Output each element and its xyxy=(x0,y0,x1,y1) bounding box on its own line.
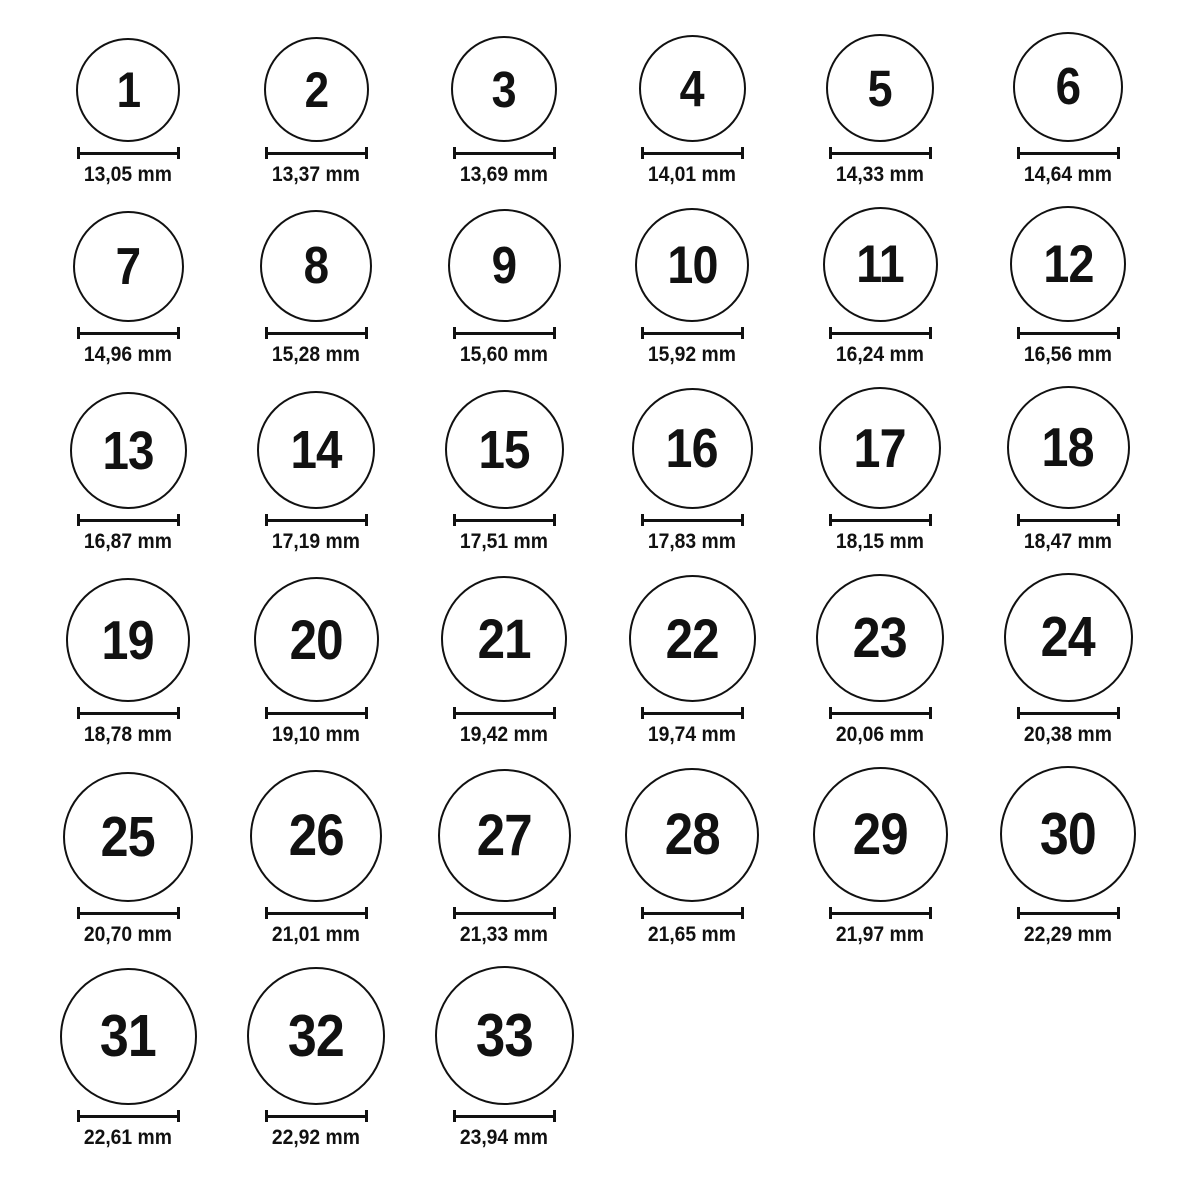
diameter-label: 14,01 mm xyxy=(647,163,737,186)
diameter-label: 14,33 mm xyxy=(835,163,925,186)
measure-tick-right xyxy=(741,907,744,919)
measure-bar xyxy=(265,1115,368,1118)
ring-size-cell xyxy=(410,390,598,555)
ring-size-cell xyxy=(410,966,598,1151)
diameter-label: 16,56 mm xyxy=(1023,343,1113,366)
ring-circle xyxy=(438,769,571,902)
measure-tick-right xyxy=(929,907,932,919)
diameter-measure-line xyxy=(453,147,556,159)
ring-circle xyxy=(435,966,574,1105)
diameter-label: 21,65 mm xyxy=(647,923,737,946)
measure-bar xyxy=(829,712,932,715)
diameter-measure-line xyxy=(641,327,744,339)
measure-tick-right xyxy=(553,514,556,526)
ring-size-number: 16 xyxy=(665,417,719,479)
measure-tick-right xyxy=(1117,707,1120,719)
diameter-measure-line xyxy=(453,707,556,719)
measure-bar xyxy=(453,519,556,522)
measure-tick-right xyxy=(365,147,368,159)
measure-bar xyxy=(1017,712,1120,715)
diameter-measure-line xyxy=(77,907,180,919)
ring-size-number: 20 xyxy=(289,607,343,671)
ring-size-cell xyxy=(974,573,1162,748)
ring-circle xyxy=(448,209,561,322)
diameter-label: 20,70 mm xyxy=(83,923,173,946)
ring-circle xyxy=(1013,32,1123,142)
diameter-measure-line xyxy=(265,707,368,719)
ring-circle xyxy=(1004,573,1133,702)
diameter-measure-line xyxy=(829,907,932,919)
ring-circle xyxy=(629,575,756,702)
diameter-label: 22,92 mm xyxy=(271,1126,361,1149)
ring-circle xyxy=(826,34,934,142)
diameter-measure-line xyxy=(77,1110,180,1122)
measure-tick-right xyxy=(177,327,180,339)
diameter-label: 21,01 mm xyxy=(271,923,361,946)
diameter-measure-line xyxy=(265,907,368,919)
diameter-label: 17,19 mm xyxy=(271,530,361,553)
ring-size-row xyxy=(34,386,1200,555)
diameter-label: 18,78 mm xyxy=(83,723,173,746)
measure-tick-right xyxy=(553,327,556,339)
ring-size-number: 22 xyxy=(665,606,719,670)
diameter-label: 22,29 mm xyxy=(1023,923,1113,946)
diameter-measure-line xyxy=(1017,147,1120,159)
ring-circle xyxy=(257,391,375,509)
diameter-label: 14,64 mm xyxy=(1023,163,1113,186)
ring-circle xyxy=(632,388,753,509)
diameter-label: 15,92 mm xyxy=(647,343,737,366)
ring-circle xyxy=(260,210,372,322)
diameter-label: 20,06 mm xyxy=(835,723,925,746)
measure-tick-right xyxy=(177,907,180,919)
ring-size-cell xyxy=(222,577,410,748)
diameter-measure-line xyxy=(1017,327,1120,339)
measure-tick-right xyxy=(741,707,744,719)
measure-tick-right xyxy=(1117,147,1120,159)
ring-size-cell xyxy=(974,206,1162,368)
ring-size-number: 12 xyxy=(1042,234,1094,294)
ring-size-number: 30 xyxy=(1039,800,1096,867)
ring-size-cell xyxy=(34,211,222,368)
measure-tick-right xyxy=(177,147,180,159)
measure-tick-right xyxy=(1117,514,1120,526)
ring-size-cell xyxy=(786,767,974,948)
measure-bar xyxy=(77,712,180,715)
ring-size-number: 27 xyxy=(476,802,532,868)
measure-bar xyxy=(641,712,744,715)
measure-bar xyxy=(453,712,556,715)
ring-size-number: 33 xyxy=(475,1001,533,1069)
ring-size-number: 4 xyxy=(679,60,705,117)
ring-circle xyxy=(1007,386,1130,509)
measure-bar xyxy=(641,519,744,522)
measure-tick-right xyxy=(1117,327,1120,339)
measure-bar xyxy=(77,912,180,915)
diameter-measure-line xyxy=(265,147,368,159)
diameter-measure-line xyxy=(265,327,368,339)
ring-size-number: 23 xyxy=(852,605,908,670)
ring-circle xyxy=(1000,766,1136,902)
ring-size-cell xyxy=(222,37,410,188)
ring-size-cell xyxy=(786,574,974,748)
diameter-label: 17,83 mm xyxy=(647,530,737,553)
measure-bar xyxy=(1017,152,1120,155)
measure-tick-right xyxy=(553,147,556,159)
ring-size-number: 26 xyxy=(288,803,344,868)
diameter-label: 20,38 mm xyxy=(1023,723,1113,746)
ring-size-number: 2 xyxy=(304,61,328,118)
ring-size-number: 15 xyxy=(478,419,530,480)
measure-bar xyxy=(453,1115,556,1118)
ring-size-row xyxy=(34,206,1200,368)
ring-size-cell xyxy=(974,766,1162,948)
ring-size-cell xyxy=(34,38,222,188)
diameter-measure-line xyxy=(1017,707,1120,719)
measure-tick-right xyxy=(929,147,932,159)
diameter-measure-line xyxy=(77,147,180,159)
ring-size-number: 11 xyxy=(856,235,904,294)
ring-size-number: 1 xyxy=(116,62,140,118)
ring-size-row xyxy=(34,966,1200,1151)
measure-bar xyxy=(641,912,744,915)
measure-tick-right xyxy=(553,1110,556,1122)
ring-circle xyxy=(76,38,180,142)
ring-size-number: 9 xyxy=(491,236,517,295)
ring-size-cell xyxy=(222,210,410,368)
ring-size-cell xyxy=(598,575,786,748)
diameter-label: 17,51 mm xyxy=(459,530,549,553)
measure-bar xyxy=(77,152,180,155)
ring-circle xyxy=(441,576,567,702)
measure-bar xyxy=(829,519,932,522)
measure-tick-right xyxy=(177,514,180,526)
measure-tick-right xyxy=(553,907,556,919)
diameter-measure-line xyxy=(453,907,556,919)
ring-size-cell xyxy=(598,208,786,368)
ring-size-number: 18 xyxy=(1041,416,1095,478)
measure-tick-right xyxy=(929,707,932,719)
diameter-label: 15,60 mm xyxy=(459,343,549,366)
measure-bar xyxy=(77,1115,180,1118)
diameter-measure-line xyxy=(453,1110,556,1122)
ring-size-cell xyxy=(222,391,410,555)
ring-size-number: 8 xyxy=(303,237,329,295)
ring-circle xyxy=(254,577,379,702)
ring-size-number: 13 xyxy=(102,420,154,481)
ring-size-number: 28 xyxy=(664,802,720,867)
ring-size-cell xyxy=(598,35,786,188)
ring-size-number: 32 xyxy=(287,1002,344,1069)
ring-circle xyxy=(63,772,193,902)
measure-tick-right xyxy=(553,707,556,719)
diameter-measure-line xyxy=(1017,514,1120,526)
diameter-measure-line xyxy=(641,514,744,526)
measure-tick-right xyxy=(177,707,180,719)
ring-circle xyxy=(625,768,759,902)
measure-bar xyxy=(265,912,368,915)
diameter-label: 13,69 mm xyxy=(459,163,549,186)
diameter-measure-line xyxy=(265,1110,368,1122)
measure-bar xyxy=(265,519,368,522)
ring-size-number: 3 xyxy=(491,60,517,118)
ring-circle xyxy=(445,390,564,509)
measure-bar xyxy=(265,152,368,155)
ring-size-number: 31 xyxy=(99,1003,156,1069)
ring-size-cell xyxy=(410,576,598,748)
ring-circle xyxy=(250,770,382,902)
ring-size-number: 29 xyxy=(852,801,908,867)
ring-circle xyxy=(1010,206,1126,322)
diameter-measure-line xyxy=(1017,907,1120,919)
diameter-measure-line xyxy=(77,327,180,339)
ring-size-cell xyxy=(974,386,1162,555)
diameter-measure-line xyxy=(829,327,932,339)
measure-tick-right xyxy=(365,1110,368,1122)
ring-circle xyxy=(816,574,944,702)
measure-bar xyxy=(1017,332,1120,335)
ring-circle xyxy=(264,37,369,142)
measure-bar xyxy=(641,332,744,335)
ring-size-number: 14 xyxy=(290,420,342,480)
ring-size-number: 6 xyxy=(1055,58,1081,116)
measure-bar xyxy=(453,152,556,155)
ring-size-cell xyxy=(410,769,598,948)
ring-circle xyxy=(635,208,749,322)
ring-size-cell xyxy=(222,770,410,948)
measure-bar xyxy=(265,712,368,715)
measure-tick-right xyxy=(365,707,368,719)
diameter-label: 19,42 mm xyxy=(459,723,549,746)
ring-size-row xyxy=(34,32,1200,188)
diameter-label: 19,10 mm xyxy=(271,723,361,746)
ring-size-cell xyxy=(34,968,222,1151)
ring-size-number: 21 xyxy=(477,607,531,670)
measure-bar xyxy=(829,152,932,155)
ring-size-cell xyxy=(974,32,1162,188)
ring-size-number: 10 xyxy=(666,235,718,295)
ring-size-cell xyxy=(410,36,598,188)
measure-bar xyxy=(77,519,180,522)
measure-bar xyxy=(265,332,368,335)
ring-circle xyxy=(813,767,948,902)
diameter-measure-line xyxy=(265,514,368,526)
measure-bar xyxy=(453,332,556,335)
measure-tick-right xyxy=(741,514,744,526)
ring-size-number: 24 xyxy=(1040,605,1096,669)
ring-size-number: 25 xyxy=(100,804,156,869)
diameter-label: 21,97 mm xyxy=(835,923,925,946)
diameter-measure-line xyxy=(641,907,744,919)
diameter-measure-line xyxy=(453,327,556,339)
diameter-label: 16,87 mm xyxy=(83,530,173,553)
diameter-measure-line xyxy=(77,707,180,719)
diameter-label: 14,96 mm xyxy=(83,343,173,366)
diameter-label: 21,33 mm xyxy=(459,923,549,946)
diameter-measure-line xyxy=(829,147,932,159)
diameter-label: 18,15 mm xyxy=(835,530,925,553)
diameter-label: 15,28 mm xyxy=(271,343,361,366)
ring-size-number: 17 xyxy=(853,416,907,479)
diameter-label: 22,61 mm xyxy=(83,1126,173,1149)
measure-bar xyxy=(1017,912,1120,915)
ring-circle xyxy=(819,387,941,509)
measure-tick-right xyxy=(177,1110,180,1122)
ring-size-cell xyxy=(786,34,974,188)
diameter-measure-line xyxy=(829,707,932,719)
ring-size-cell xyxy=(786,387,974,555)
measure-tick-right xyxy=(929,514,932,526)
measure-bar xyxy=(829,912,932,915)
ring-size-cell xyxy=(410,209,598,368)
ring-circle xyxy=(823,207,938,322)
ring-size-cell xyxy=(34,392,222,555)
diameter-label: 13,37 mm xyxy=(271,163,361,186)
diameter-measure-line xyxy=(453,514,556,526)
diameter-label: 19,74 mm xyxy=(647,723,737,746)
measure-bar xyxy=(829,332,932,335)
diameter-measure-line xyxy=(641,707,744,719)
ring-size-cell xyxy=(34,772,222,948)
measure-tick-right xyxy=(365,907,368,919)
ring-circle xyxy=(639,35,746,142)
ring-size-cell xyxy=(786,207,974,368)
ring-size-cell xyxy=(222,967,410,1151)
measure-tick-right xyxy=(1117,907,1120,919)
ring-size-number: 5 xyxy=(867,59,893,117)
measure-tick-right xyxy=(365,327,368,339)
ring-size-row xyxy=(34,573,1200,748)
ring-circle xyxy=(60,968,197,1105)
ring-size-cell xyxy=(34,578,222,748)
ring-circle xyxy=(247,967,385,1105)
ring-size-number: 7 xyxy=(115,237,141,296)
diameter-measure-line xyxy=(77,514,180,526)
measure-tick-right xyxy=(365,514,368,526)
measure-bar xyxy=(1017,519,1120,522)
ring-circle xyxy=(451,36,557,142)
measure-tick-right xyxy=(929,327,932,339)
ring-size-cell xyxy=(598,388,786,555)
measure-bar xyxy=(453,912,556,915)
ring-size-number: 19 xyxy=(101,608,155,671)
ring-size-row xyxy=(34,766,1200,948)
measure-bar xyxy=(77,332,180,335)
diameter-measure-line xyxy=(641,147,744,159)
ring-circle xyxy=(73,211,184,322)
diameter-measure-line xyxy=(829,514,932,526)
measure-tick-right xyxy=(741,327,744,339)
measure-bar xyxy=(641,152,744,155)
diameter-label: 18,47 mm xyxy=(1023,530,1113,553)
ring-size-cell xyxy=(598,768,786,948)
ring-circle xyxy=(70,392,187,509)
measure-tick-right xyxy=(741,147,744,159)
diameter-label: 23,94 mm xyxy=(459,1126,549,1149)
ring-circle xyxy=(66,578,190,702)
diameter-label: 16,24 mm xyxy=(835,343,925,366)
diameter-label: 13,05 mm xyxy=(83,163,173,186)
